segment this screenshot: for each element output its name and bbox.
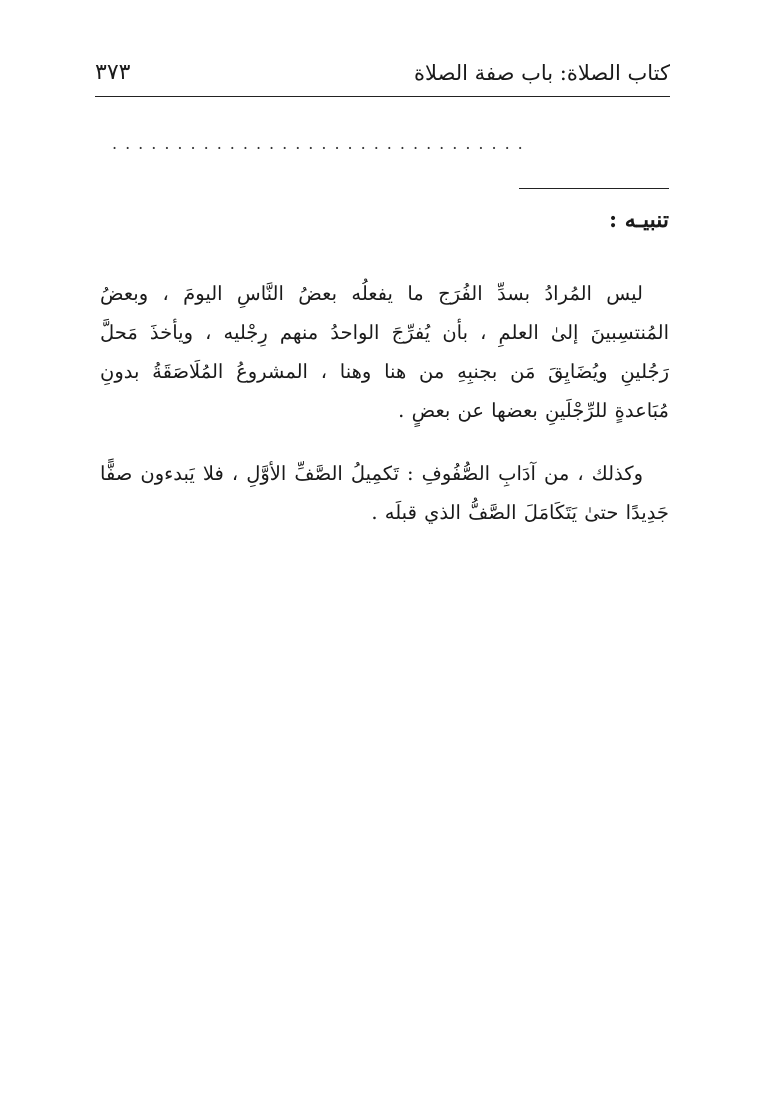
note-heading: تنبيـه :	[608, 207, 669, 233]
note-paragraph-2: وكذلك ، من آدَابِ الصُّفُوفِ : تَكمِيلُ الصَّفِّ الأوَّلِ ، فلا يَبدءون صفًّا جَدِيدًا حتىٰ يَتَكَامَلَ الصَّفُّ الذي قبلَه .	[100, 461, 669, 524]
footnote-rule	[519, 188, 669, 189]
note-paragraph-1: ليس المُرادُ بسدِّ الفُرَج ما يفعلُه بعضُ النَّاسِ اليومَ ، وبعضُ المُنتسِبينَ إلىٰ العلمِ ، بأن يُفرِّجَ الواحدُ منهم رِجْليه ، ويأخذَ مَحلَّ رَجُلينِ ويُضَايِقَ مَن بجنبِهِ من هنا وهنا ، المشروعُ المُلَاصَقَةُ بدونِ مُبَاعدةٍ للرِّجْلَينِ بعضها عن بعضٍ .	[100, 281, 669, 422]
running-header	[95, 56, 670, 97]
dotted-separator: ................................	[112, 134, 531, 153]
header-title: كتاب الصلاة: باب صفة الصلاة	[414, 61, 670, 85]
page-number: ٣٧٣	[95, 60, 131, 85]
